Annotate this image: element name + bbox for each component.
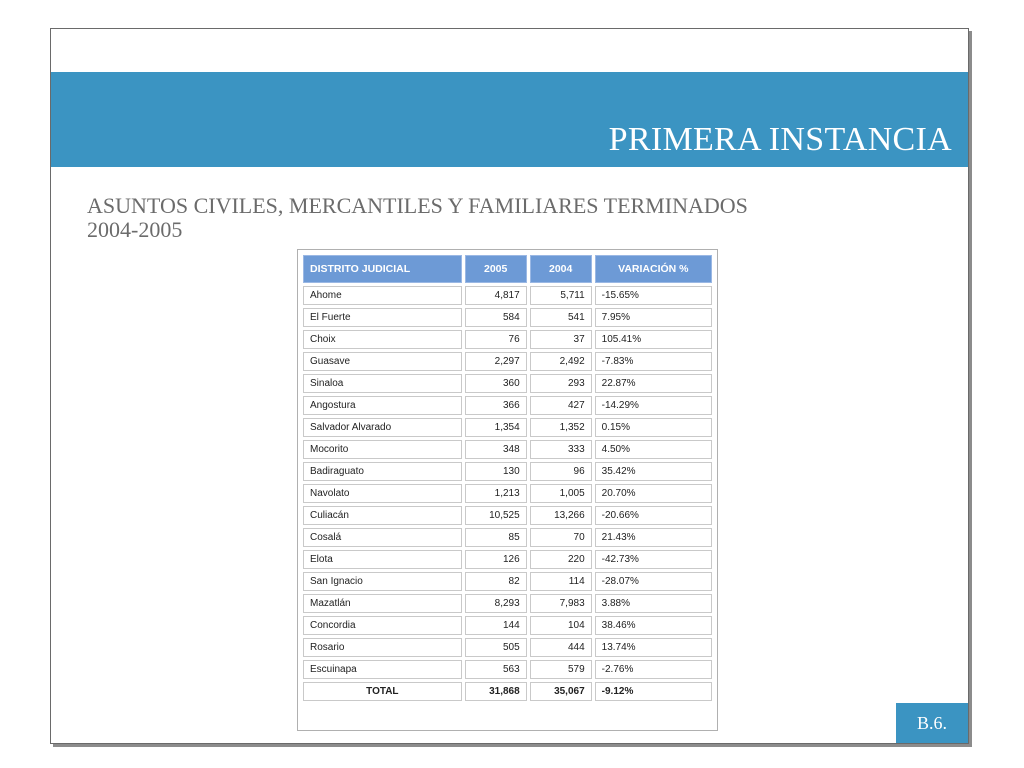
cell-variation: -20.66%	[595, 506, 712, 525]
cell-variation: 38.46%	[595, 616, 712, 635]
cell-2005: 4,817	[465, 286, 527, 305]
cell-district: Angostura	[303, 396, 462, 415]
cell-2004: 220	[530, 550, 592, 569]
cell-2004: 13,266	[530, 506, 592, 525]
cell-2004: 37	[530, 330, 592, 349]
cell-district: Sinaloa	[303, 374, 462, 393]
cell-variation: 20.70%	[595, 484, 712, 503]
page-number-badge: B.6.	[896, 703, 968, 743]
total-cell-variation: -9.12%	[595, 682, 712, 701]
column-header-2005: 2005	[465, 255, 527, 283]
cell-district: Guasave	[303, 352, 462, 371]
cell-2004: 1,352	[530, 418, 592, 437]
cell-district: Cosalá	[303, 528, 462, 547]
table-row	[303, 484, 712, 503]
cell-district: Salvador Alvarado	[303, 418, 462, 437]
column-header-variation: VARIACIÓN %	[595, 255, 712, 283]
cell-variation: -7.83%	[595, 352, 712, 371]
slide	[50, 28, 969, 744]
cell-district: Escuinapa	[303, 660, 462, 679]
cell-2004: 5,711	[530, 286, 592, 305]
page-title: PRIMERA INSTANCIA	[608, 121, 952, 158]
cell-2005: 348	[465, 440, 527, 459]
table-row	[303, 330, 712, 349]
cell-2004: 114	[530, 572, 592, 591]
subtitle-line-1: ASUNTOS CIVILES, MERCANTILES Y FAMILIARES TERMINADOS	[87, 193, 748, 218]
table-row	[303, 374, 712, 393]
cell-2004: 2,492	[530, 352, 592, 371]
total-cell-2005: 31,868	[465, 682, 527, 701]
cell-2004: 541	[530, 308, 592, 327]
cell-2005: 366	[465, 396, 527, 415]
table-body	[303, 286, 712, 701]
table-row	[303, 638, 712, 657]
cell-variation: 21.43%	[595, 528, 712, 547]
table-row	[303, 396, 712, 415]
table-row	[303, 572, 712, 591]
cell-variation: 105.41%	[595, 330, 712, 349]
table-row	[303, 308, 712, 327]
total-cell-district: TOTAL	[303, 682, 462, 701]
cell-2005: 82	[465, 572, 527, 591]
cell-district: Concordia	[303, 616, 462, 635]
table-row	[303, 286, 712, 305]
cell-2005: 584	[465, 308, 527, 327]
cell-2004: 444	[530, 638, 592, 657]
cell-district: El Fuerte	[303, 308, 462, 327]
table-row	[303, 616, 712, 635]
table-row	[303, 462, 712, 481]
cell-district: Culiacán	[303, 506, 462, 525]
table-row	[303, 660, 712, 679]
cell-2004: 96	[530, 462, 592, 481]
cell-2005: 85	[465, 528, 527, 547]
table-row	[303, 418, 712, 437]
cell-variation: -14.29%	[595, 396, 712, 415]
cell-2004: 70	[530, 528, 592, 547]
table-subtitle	[87, 194, 748, 242]
cell-2005: 2,297	[465, 352, 527, 371]
cell-2004: 427	[530, 396, 592, 415]
table-row	[303, 528, 712, 547]
cell-2004: 293	[530, 374, 592, 393]
cell-district: Navolato	[303, 484, 462, 503]
table-row	[303, 550, 712, 569]
cell-2004: 7,983	[530, 594, 592, 613]
cell-variation: 4.50%	[595, 440, 712, 459]
cell-variation: 7.95%	[595, 308, 712, 327]
table-row	[303, 594, 712, 613]
cell-district: San Ignacio	[303, 572, 462, 591]
cell-variation: 22.87%	[595, 374, 712, 393]
cell-variation: 0.15%	[595, 418, 712, 437]
cell-2004: 104	[530, 616, 592, 635]
cell-2005: 76	[465, 330, 527, 349]
total-cell-2004: 35,067	[530, 682, 592, 701]
table-header-row	[303, 255, 712, 283]
column-header-district: DISTRITO JUDICIAL	[303, 255, 462, 283]
cell-2005: 10,525	[465, 506, 527, 525]
cell-district: Choix	[303, 330, 462, 349]
cell-variation: 35.42%	[595, 462, 712, 481]
cell-2005: 563	[465, 660, 527, 679]
table-total-row	[303, 682, 712, 701]
data-table	[300, 252, 715, 704]
cell-2005: 1,354	[465, 418, 527, 437]
table-row	[303, 440, 712, 459]
cell-variation: 3.88%	[595, 594, 712, 613]
cell-variation: -2.76%	[595, 660, 712, 679]
table-row	[303, 352, 712, 371]
cell-variation: -42.73%	[595, 550, 712, 569]
cell-2004: 333	[530, 440, 592, 459]
cell-district: Mazatlán	[303, 594, 462, 613]
cell-variation: -28.07%	[595, 572, 712, 591]
cell-2005: 144	[465, 616, 527, 635]
cell-2005: 126	[465, 550, 527, 569]
data-table-container	[297, 249, 718, 731]
cell-variation: -15.65%	[595, 286, 712, 305]
title-banner	[51, 72, 968, 167]
cell-2005: 8,293	[465, 594, 527, 613]
subtitle-line-2: 2004-2005	[87, 217, 183, 242]
cell-2005: 130	[465, 462, 527, 481]
cell-2005: 505	[465, 638, 527, 657]
cell-district: Elota	[303, 550, 462, 569]
cell-2005: 360	[465, 374, 527, 393]
cell-district: Mocorito	[303, 440, 462, 459]
cell-district: Badiraguato	[303, 462, 462, 481]
cell-district: Rosario	[303, 638, 462, 657]
table-row	[303, 506, 712, 525]
cell-2004: 579	[530, 660, 592, 679]
cell-district: Ahome	[303, 286, 462, 305]
column-header-2004: 2004	[530, 255, 592, 283]
cell-variation: 13.74%	[595, 638, 712, 657]
cell-2005: 1,213	[465, 484, 527, 503]
cell-2004: 1,005	[530, 484, 592, 503]
